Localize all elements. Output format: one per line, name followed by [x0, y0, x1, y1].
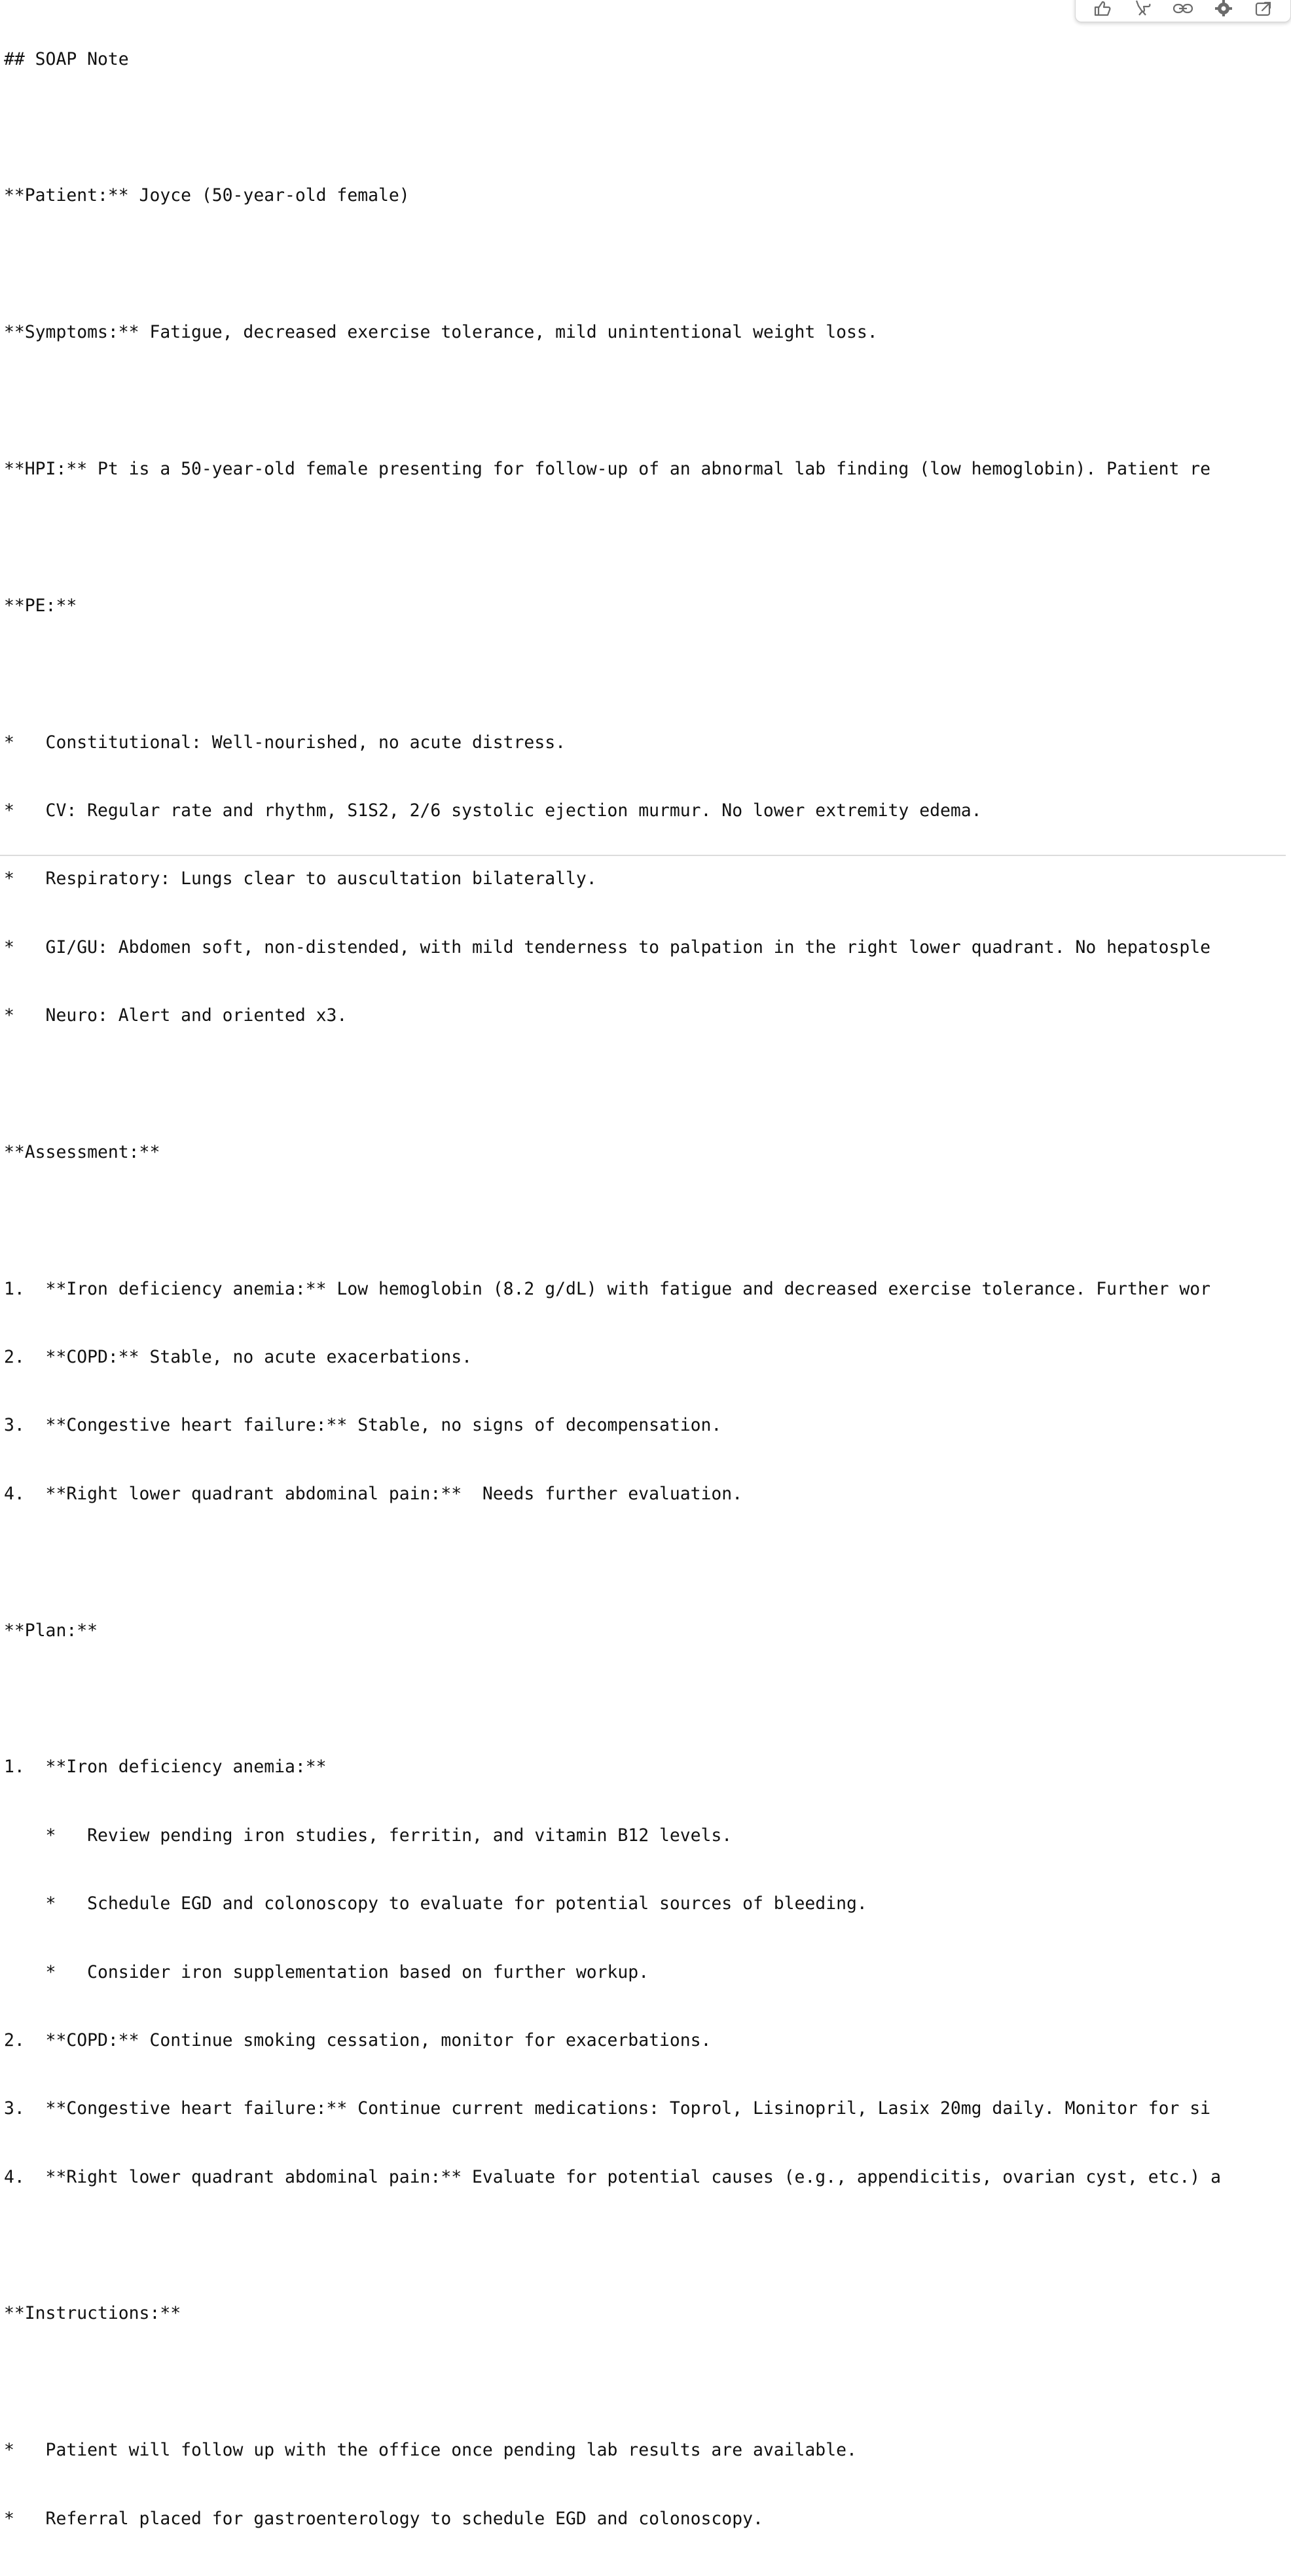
instructions-heading: **Instructions:**: [4, 2303, 181, 2324]
thumbs-up-button[interactable]: [1089, 0, 1116, 18]
link-icon: [1172, 0, 1194, 16]
blank-line: [4, 1551, 1221, 1574]
plan-subitem-1: * Review pending iron studies, ferritin, and vitamin B12 levels.: [4, 1825, 733, 1846]
instruction-item-2: * Referral placed for gastroenterology to schedule EGD and colonoscopy.: [4, 2508, 763, 2529]
blank-line: [4, 663, 1221, 686]
pe-item-cv: * CV: Regular rate and rhythm, S1S2, 2/6 systolic ejection murmur. No lower extremity edema.: [4, 800, 982, 821]
pe-item-neuro: * Neuro: Alert and oriented x3.: [4, 1005, 348, 1026]
blank-line: [4, 1209, 1221, 1232]
blank-line: [4, 2371, 1221, 2394]
plan-item-2: 2. **COPD:** Continue smoking cessation, monitor for exacerbations.: [4, 2030, 712, 2050]
plan-heading: **Plan:**: [4, 1620, 98, 1641]
plan-item-4: 4. **Right lower quadrant abdominal pain:** Evaluate for potential causes (e.g., appendicitis, ovarian cyst, etc.) a: [4, 2166, 1221, 2187]
hpi-line: **HPI:** Pt is a 50-year-old female presenting for follow-up of an abnormal lab finding (low hemoglobin). Patient re: [4, 458, 1211, 479]
assessment-item-2: 2. **COPD:** Stable, no acute exacerbations.: [4, 1347, 472, 1368]
plan-subitem-3: * Consider iron supplementation based on further workup.: [4, 1961, 649, 1982]
blank-line: [4, 390, 1221, 413]
assessment-heading: **Assessment:**: [4, 1141, 160, 1162]
plan-subitem-2: * Schedule EGD and colonoscopy to evaluate for potential sources of bleeding.: [4, 1893, 867, 1914]
pe-item-gi-gu: * GI/GU: Abdomen soft, non-distended, with mild tenderness to palpation in the right lower quadrant. No hepatosple: [4, 937, 1211, 957]
blank-line: [4, 526, 1221, 549]
symptoms-line: **Symptoms:** Fatigue, decreased exercise tolerance, mild unintentional weight loss.: [4, 322, 878, 343]
settings-button[interactable]: [1210, 0, 1237, 18]
blank-line: [4, 1688, 1221, 1711]
pe-item-respiratory: * Respiratory: Lungs clear to auscultation bilaterally.: [4, 868, 597, 889]
blank-line: [4, 2234, 1221, 2257]
thumbs-down-icon: [1133, 0, 1152, 16]
blank-line: [4, 253, 1221, 276]
assessment-item-4: 4. **Right lower quadrant abdominal pain:** Needs further evaluation.: [4, 1483, 743, 1504]
blank-line: [4, 116, 1221, 139]
response-toolbar: [1075, 0, 1291, 22]
plan-item-1: 1. **Iron deficiency anemia:**: [4, 1757, 327, 1778]
pe-heading: **PE:**: [4, 595, 77, 616]
assessment-item-1: 1. **Iron deficiency anemia:** Low hemoglobin (8.2 g/dL) with fatigue and decreased exercise tolerance. Further wor: [4, 1278, 1211, 1299]
plan-item-3: 3. **Congestive heart failure:** Continue current medications: Toprol, Lisinopril, Lasix 20mg daily. Monitor for si: [4, 2098, 1211, 2119]
instruction-item-1: * Patient will follow up with the office once pending lab results are available.: [4, 2440, 857, 2461]
bottom-divider: [0, 855, 1286, 856]
pe-item-constitutional: * Constitutional: Well-nourished, no acute distress.: [4, 732, 566, 753]
gear-icon: [1214, 0, 1233, 16]
thumbs-down-button[interactable]: [1129, 0, 1155, 18]
note-heading: ## SOAP Note: [4, 48, 129, 69]
thumbs-up-icon: [1093, 0, 1112, 16]
patient-line: **Patient:** Joyce (50-year-old female): [4, 185, 410, 206]
open-external-icon: [1254, 0, 1273, 16]
copy-link-button[interactable]: [1170, 0, 1196, 18]
blank-line: [4, 1073, 1221, 1096]
assessment-item-3: 3. **Congestive heart failure:** Stable, no signs of decompensation.: [4, 1415, 722, 1436]
soap-note-text: [4, 3, 1221, 2576]
open-external-button[interactable]: [1250, 0, 1277, 18]
